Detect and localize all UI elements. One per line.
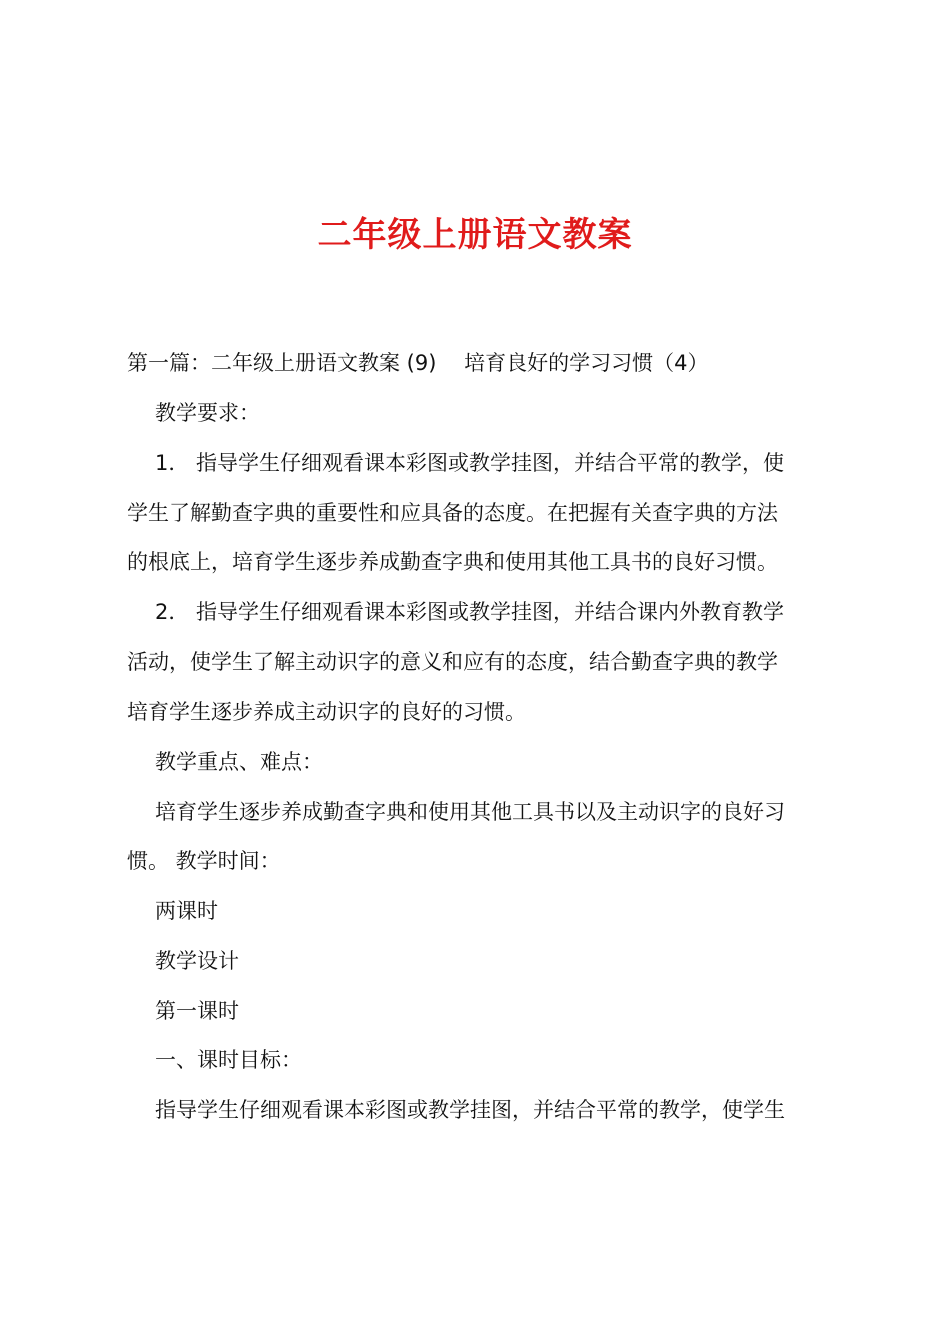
paragraph-line: 学生了解勤查字典的重要性和应具备的态度。在把握有关查字典的方法 <box>127 501 778 525</box>
chapter-heading: 第一篇：二年级上册语文教案 (9) 培育良好的学习习惯（4） <box>127 351 709 375</box>
paragraph-line: 两课时 <box>155 899 218 923</box>
section-label-key-points: 教学重点、难点： <box>155 750 323 774</box>
paragraph-line: 2． 指导学生仔细观看课本彩图或教学挂图，并结合课内外教育教学 <box>155 600 785 624</box>
section-label-design: 教学设计 <box>155 949 239 973</box>
section-label-requirements: 教学要求： <box>155 401 260 425</box>
section-label-first-lesson: 第一课时 <box>155 999 239 1023</box>
section-label-objectives: 一、课时目标： <box>155 1048 302 1072</box>
paragraph-line: 的根底上，培育学生逐步养成勤查字典和使用其他工具书的良好习惯。 <box>127 550 778 574</box>
paragraph-line: 1． 指导学生仔细观看课本彩图或教学挂图，并结合平常的教学，使 <box>155 451 785 475</box>
paragraph-line: 惯。 教学时间： <box>127 849 281 873</box>
paragraph-line: 指导学生仔细观看课本彩图或教学挂图，并结合平常的教学，使学生 <box>155 1098 785 1122</box>
paragraph-line: 培育学生逐步养成勤查字典和使用其他工具书以及主动识字的良好习 <box>155 800 785 824</box>
document-title: 二年级上册语文教案 <box>317 215 633 255</box>
paragraph-line: 培育学生逐步养成主动识字的良好的习惯。 <box>127 700 526 724</box>
paragraph-line: 活动，使学生了解主动识字的意义和应有的态度，结合勤查字典的教学 <box>127 650 778 674</box>
